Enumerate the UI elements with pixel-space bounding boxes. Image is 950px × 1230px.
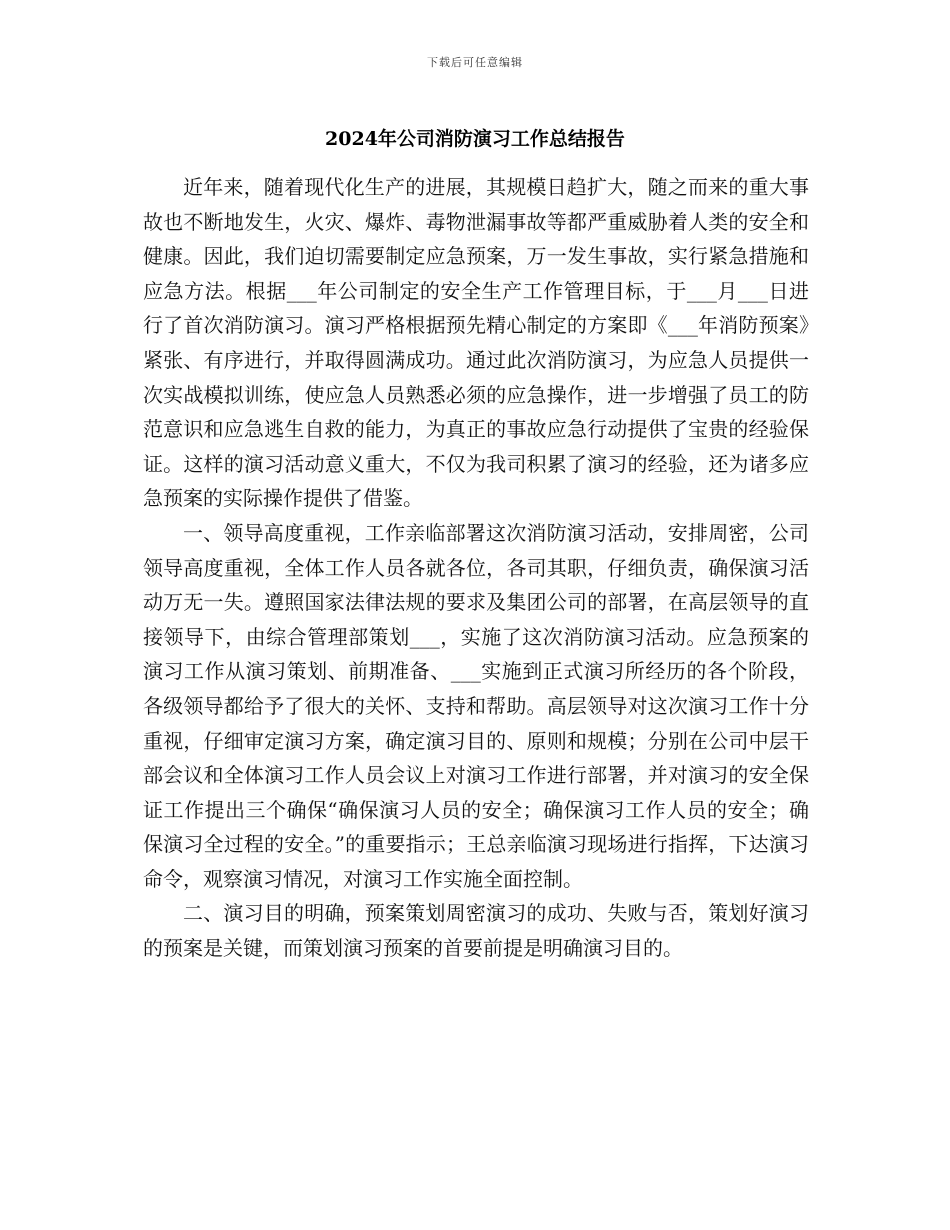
document-body: [143, 170, 809, 966]
document-title: 2024年公司消防演习工作总结报告: [325, 128, 625, 150]
header-note: 下载后可任意编辑: [427, 56, 523, 69]
paragraph-intro: 近年来，随着现代化生产的进展，其规模日趋扩大，随之而来的重大事故也不断地发生，火灾、爆炸、毒物泄漏事故等都严重威胁着人类的安全和健康。因此，我们迫切需要制定应急预案，万一发生事故，实行紧急措施和应急方法。根据___年公司制定的安全生产工作管理目标，于___月___日进行了首次消防演习。演习严格根据预先精心制定的方案即《___年消防预案》紧张、有序进行，并取得圆满成功。通过此次消防演习，为应急人员提供一次实战模拟训练，使应急人员熟悉必须的应急操作，进一步增强了员工的防范意识和应急逃生自救的能力，为真正的事故应急行动提供了宝贵的经验保证。这样的演习活动意义重大，不仅为我司积累了演习的经验，还为诸多应急预案的实际操作提供了借鉴。: [143, 175, 809, 511]
paragraph-section-2: 二、演习目的明确，预案策划周密演习的成功、失败与否，策划好演习的预案是关键，而策划演习预案的首要前提是明确演习目的。: [143, 901, 809, 961]
paragraph-section-1: 一、领导高度重视，工作亲临部署这次消防演习活动，安排周密，公司领导高度重视，全体工作人员各就各位，各司其职，仔细负责，确保演习活动万无一失。遵照国家法律法规的要求及集团公司的部署，在高层领导的直接领导下，由综合管理部策划___，实施了这次消防演习活动。应急预案的演习工作从演习策划、前期准备、___实施到正式演习所经历的各个阶段，各级领导都给予了很大的关怀、支持和帮助。高层领导对这次演习工作十分重视，仔细审定演习方案，确定演习目的、原则和规模；分别在公司中层干部会议和全体演习工作人员会议上对演习工作进行部署，并对演习的安全保证工作提出三个确保“确保演习人员的安全；确保演习工作人员的安全；确保演习全过程的安全。”的重要指示；王总亲临演习现场进行指挥，下达演习命令，观察演习情况，对演习工作实施全面控制。: [143, 520, 809, 891]
